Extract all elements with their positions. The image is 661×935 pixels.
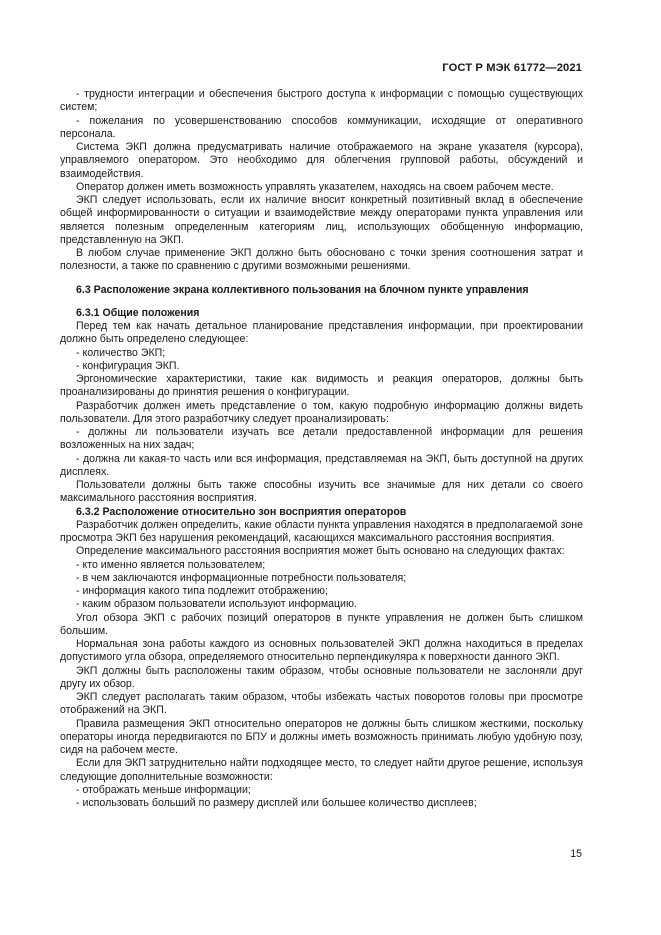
paragraph: Разработчик должен иметь представление о том, какую подробную информацию должны видеть пользователи. Для этого разработчику следует проанализировать: [60,399,583,425]
paragraph: Оператор должен иметь возможность управлять указателем, находясь на своем рабочем месте. [76,180,554,193]
paragraph: Система ЭКП должна предусматривать наличие отображаемого на экране указателя (курсора), управляемого оператором. Это необходимо для облегчения групповой работы, обсуждений и взаимодействия. [60,141,583,180]
list-item: - должна ли какая-то часть или вся информация, представляемая на ЭКП, быть доступной на других дисплеях. [60,452,583,478]
subsection-heading-6-3-1: 6.3.1 Общие положения [76,306,200,319]
document-header: ГОСТ Р МЭК 61772—2021 [442,62,582,74]
paragraph: Определение максимального расстояния восприятия может быть основано на следующих фактах: [76,545,565,558]
list-item: - информация какого типа подлежит отображению; [76,585,328,597]
paragraph: ЭКП должны быть расположены таким образом, чтобы основные пользователи не заслоняли друг другу их обзор. [60,664,583,690]
list-item: - использовать больший по размеру дисплей или большее количество дисплеев; [76,797,477,809]
paragraph: ЭКП следует располагать таким образом, чтобы избежать частых поворотов головы при просмотре отображений на ЭКП. [60,691,583,717]
paragraph: Угол обзора ЭКП с рабочих позиций операторов в пункте управления не должен быть слишком большим. [60,611,583,637]
paragraph: Пользователи должны быть также способны изучить все значимые для них детали со своего максимального расстояния восприятия. [60,479,583,505]
paragraph: Правила размещения ЭКП относительно операторов не должны быть слишком жесткими, поскольку операторы иногда передвигаются по БПУ и должны иметь возможность принимать любую удобную позу, сидя на рабочем месте. [60,717,583,756]
paragraph: - трудности интеграции и обеспечения быстрого доступа к информации с помощью существующих систем; [60,88,583,114]
list-item: - отображать меньше информации; [76,783,251,796]
list-item: - каким образом пользователи используют информацию. [76,598,357,611]
paragraph: Если для ЭКП затруднительно найти подходящее место, то следует найти другое решение, используя следующие дополнительные возможности: [60,757,583,783]
list-item: - конфигурация ЭКП. [76,359,180,372]
subsection-heading-6-3-2: 6.3.2 Расположение относительно зон восприятия операторов [76,505,407,518]
paragraph: ЭКП следует использовать, если их наличие вносит конкретный позитивный вклад в обеспечение общей информированности о ситуации и взаимодействие между операторами пункта управления или является полезным определенным категориям лиц, использующих обобщенную информацию, представленную на ЭКП. [60,194,583,246]
list-item: - кто именно является пользователем; [76,558,266,571]
list-item: - количество ЭКП; [76,346,166,359]
paragraph: Эргономические характеристики, такие как видимость и реакция операторов, должны быть проанализированы до принятия решения о конфигурации. [60,373,583,399]
paragraph: В любом случае применение ЭКП должно быть обосновано с точки зрения соотношения затрат и полезности, а также по сравнению с другими возможными решениями. [60,247,583,273]
list-item: - должны ли пользователи изучать все детали предоставленной информации для решения возложенных на них задач; [60,426,583,452]
page-number: 15 [570,848,582,860]
paragraph: Нормальная зона работы каждого из основных пользователей ЭКП должна находиться в пределах допустимого угла обзора, определяемого относительно перпендикуляра к поверхности данного ЭКП. [60,638,583,664]
list-item: - в чем заключаются информационные потребности пользователя; [76,571,407,584]
section-heading-6-3: 6.3 Расположение экрана коллективного пользования на блочном пункте управления [76,283,529,296]
paragraph: Разработчик должен определить, какие области пункта управления находятся в предполагаемой зоне просмотра ЭКП без нарушения рекомендаций, касающихся максимального расстояния восприятия. [60,518,583,544]
paragraph: - пожелания по усовершенствованию способов коммуникации, исходящие от оперативного персонала. [60,114,583,140]
paragraph: Перед тем как начать детальное планирование представления информации, при проектировании должно быть определено следующее: [60,320,583,346]
document-body [60,88,583,810]
